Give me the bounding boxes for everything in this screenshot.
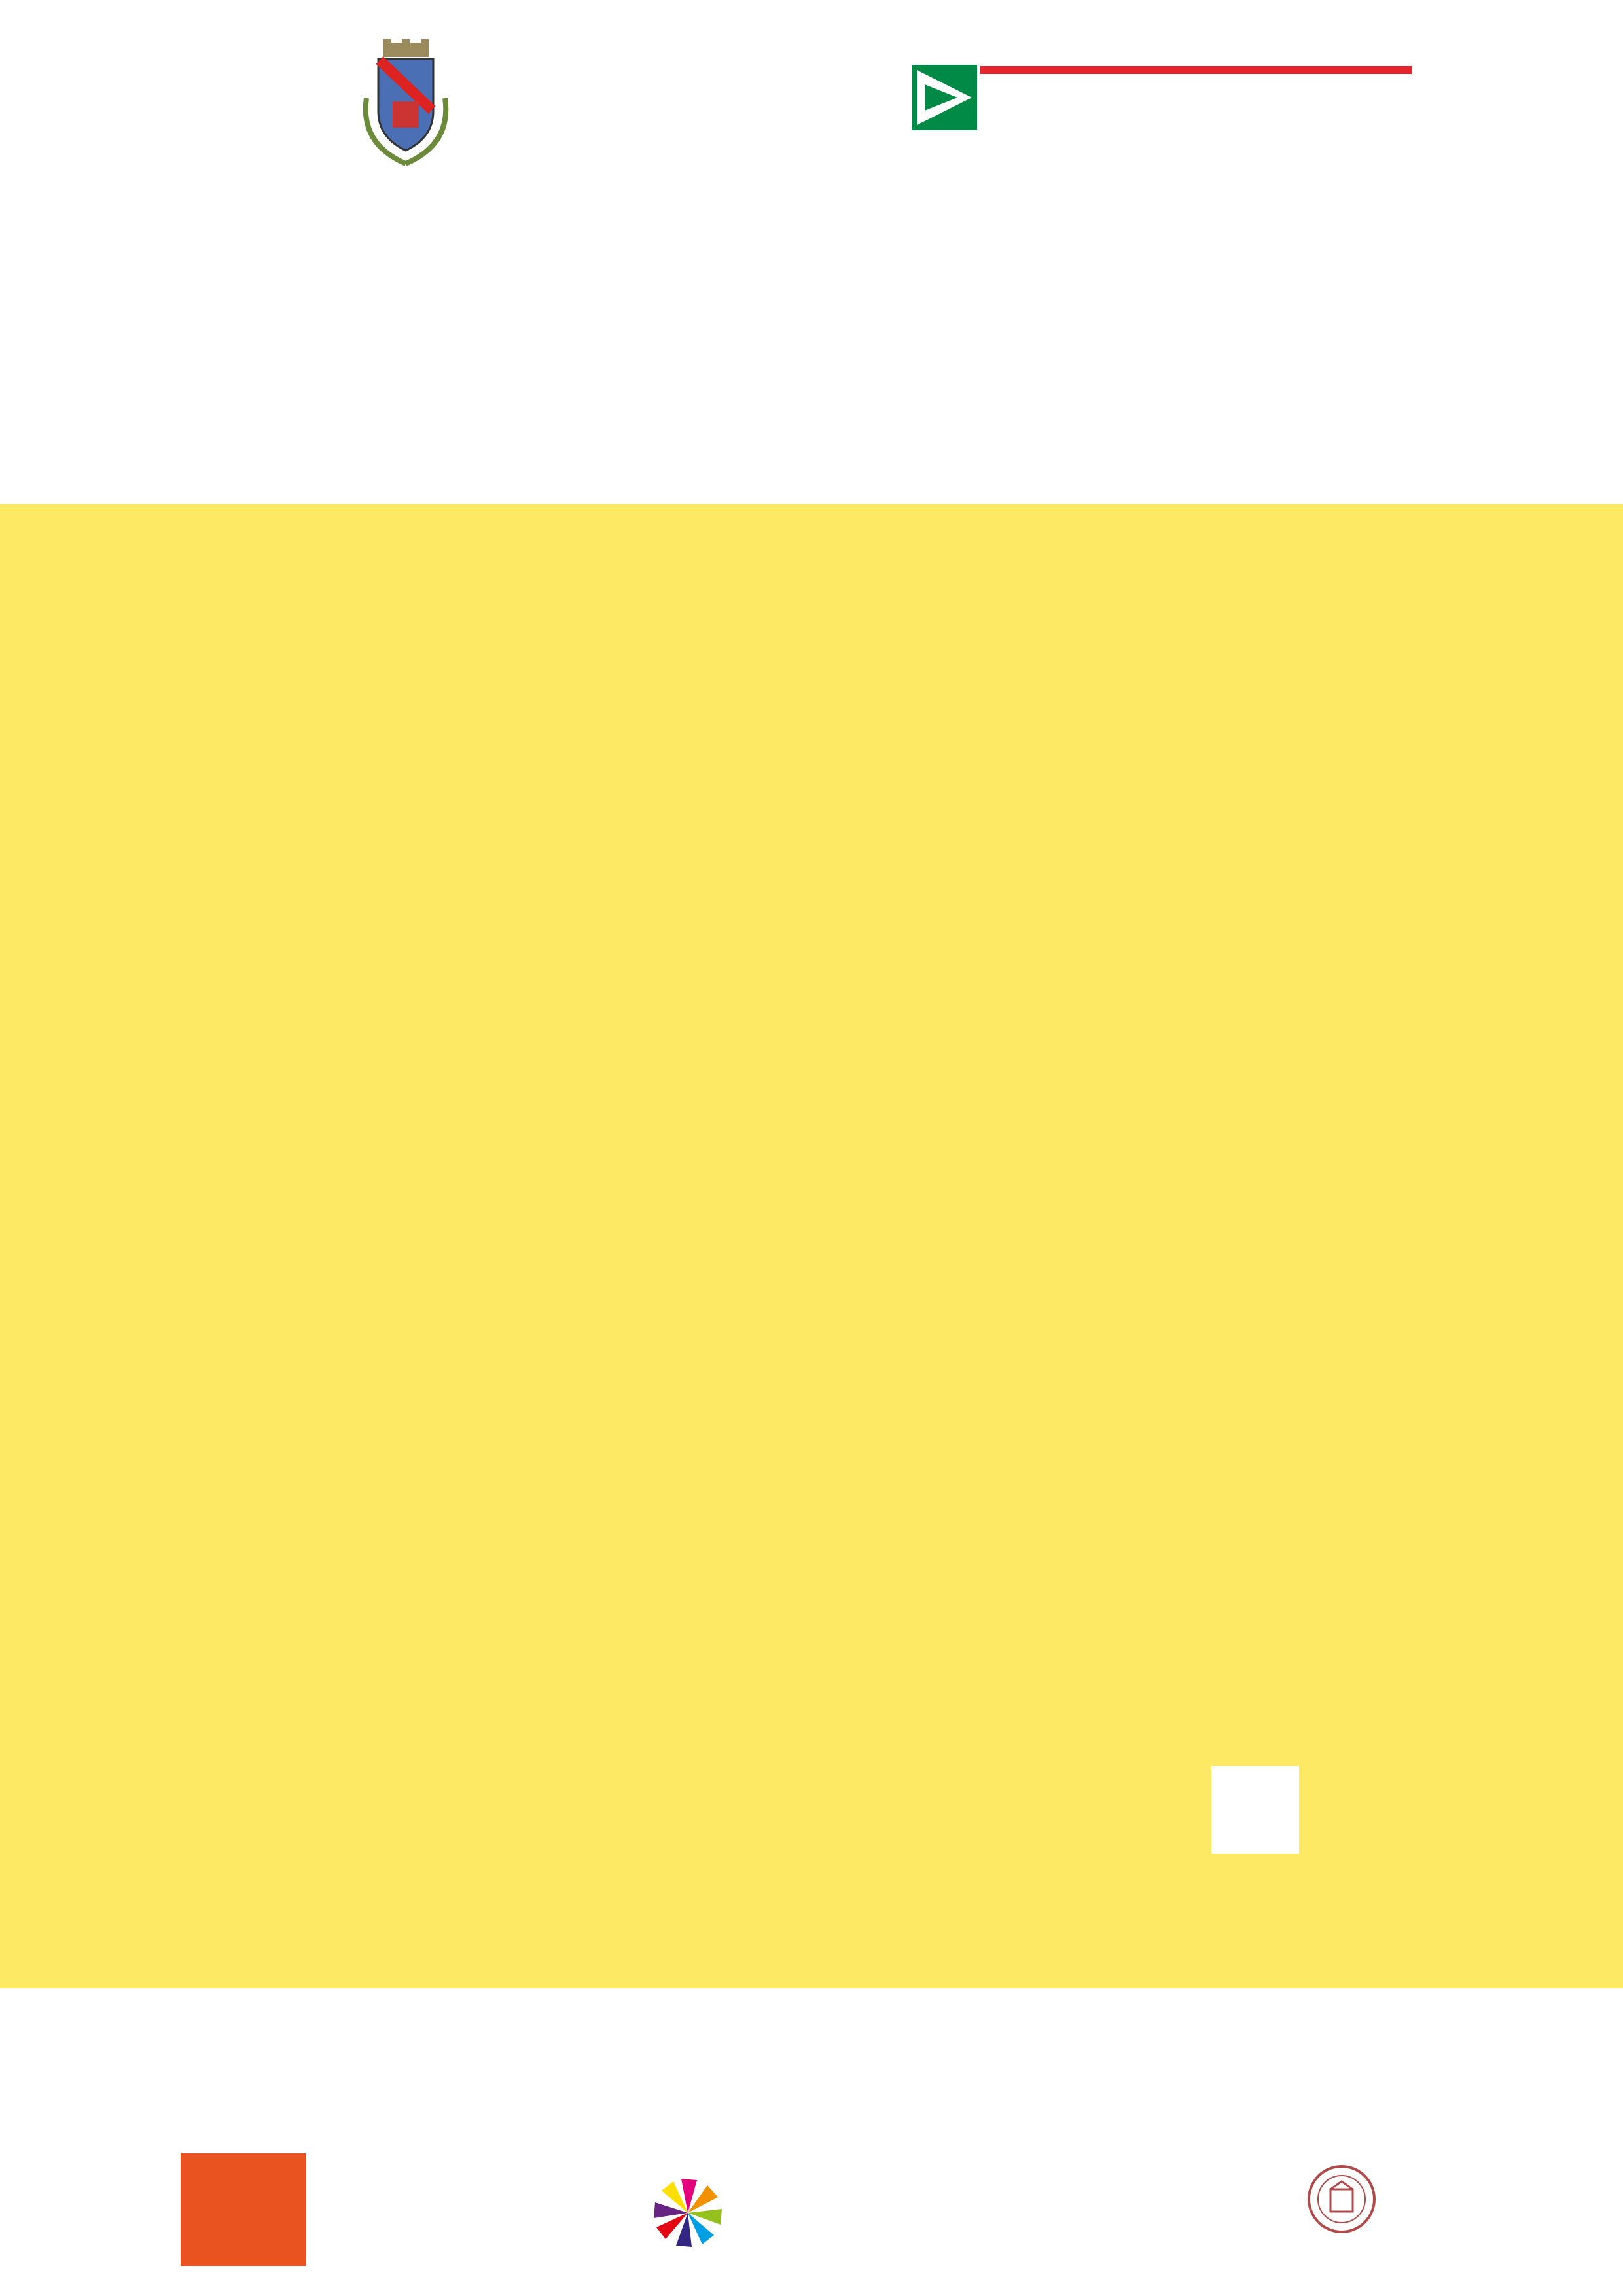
region-emblem-icon [912,65,977,130]
libera-radio-logo [181,2153,306,2266]
opengroup-pinwheel-icon [651,2176,724,2250]
coat-of-arms-icon [353,39,458,170]
regione-emilia-romagna-logo [912,63,1416,135]
protest-crowd-silhouettes [0,177,1623,507]
event-panel [0,504,1623,1988]
comune-di-cento-logo [353,39,458,170]
qr-code-icon[interactable] [1211,1766,1299,1854]
region-red-bar [980,66,1412,74]
unibo-seal-icon [1306,2163,1378,2235]
inverted-crowd-silhouettes [0,1990,1623,2140]
